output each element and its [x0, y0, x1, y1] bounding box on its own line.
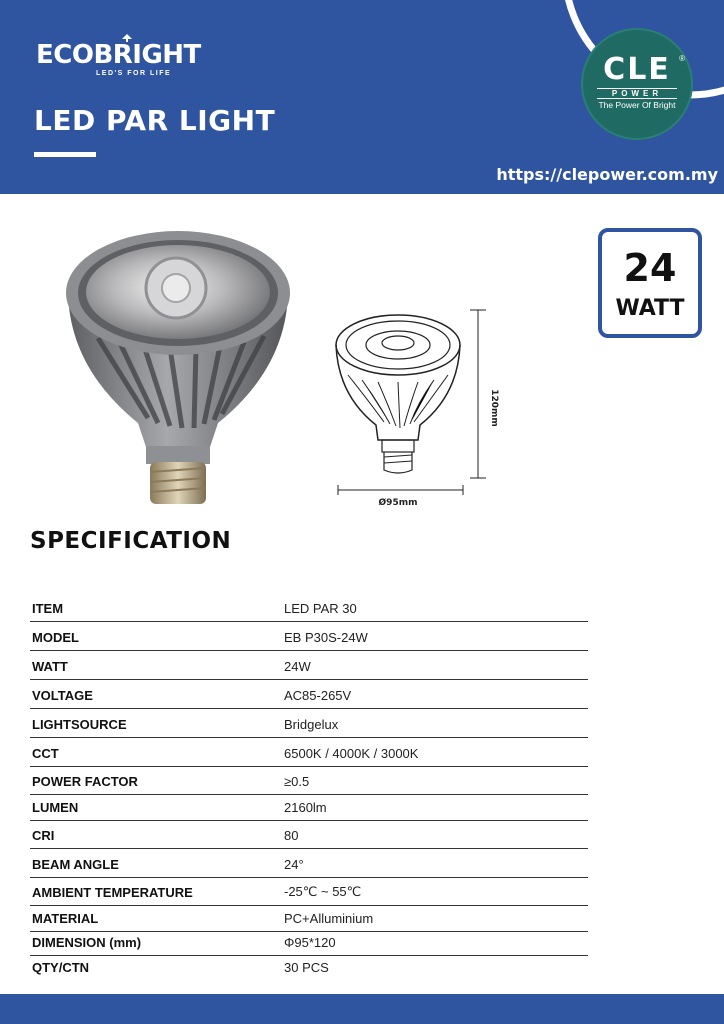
spec-value: -25℃ ~ 55℃ [284, 884, 362, 899]
registered-mark: ® [679, 54, 685, 63]
spec-value: PC+Alluminium [284, 911, 374, 926]
dimension-drawing [318, 290, 508, 520]
spec-label: VOLTAGE [32, 688, 93, 703]
spec-label: CCT [32, 746, 59, 761]
spec-row [30, 622, 588, 651]
cle-logo-text: CLE [603, 52, 671, 87]
specification-heading: SPECIFICATION [30, 528, 232, 554]
spec-label: POWER FACTOR [32, 774, 138, 789]
spec-value: Φ95*120 [284, 935, 336, 950]
brand-tagline: LED'S FOR LIFE [96, 70, 172, 77]
brand-logo: ECOBRIGHT [36, 40, 201, 70]
diameter-dimension-label: Ø95mm [378, 498, 418, 508]
header-banner [0, 0, 724, 194]
spec-row [30, 906, 588, 932]
height-dimension-label: 120mm [489, 389, 499, 427]
spec-row [30, 821, 588, 849]
spec-value: 24W [284, 659, 311, 674]
spec-label: LUMEN [32, 800, 79, 815]
spec-value: 6500K / 4000K / 3000K [284, 746, 419, 761]
spec-value: LED PAR 30 [284, 601, 357, 616]
spec-row [30, 932, 588, 956]
spec-label: MATERIAL [32, 911, 99, 926]
spec-row [30, 849, 588, 878]
spec-row [30, 594, 588, 622]
spec-label: ITEM [32, 601, 64, 616]
cle-slogan: The Power Of Bright [598, 100, 676, 110]
footer-bar [0, 994, 724, 1024]
spec-label: CRI [32, 828, 55, 843]
wattage-number: 24 [623, 246, 677, 290]
spec-value: 2160lm [284, 800, 327, 815]
spec-value: 24° [284, 857, 304, 872]
spec-label: BEAM ANGLE [32, 857, 119, 872]
product-photo [58, 218, 298, 518]
wattage-unit: WATT [615, 296, 685, 321]
spec-value: EB P30S-24W [284, 630, 368, 645]
spec-label: DIMENSION (mm) [32, 935, 142, 950]
title-underline [34, 152, 96, 157]
spec-label: MODEL [32, 630, 79, 645]
spec-value: AC85-265V [284, 688, 352, 703]
spec-row [30, 651, 588, 680]
spec-label: QTY/CTN [32, 960, 90, 975]
spec-row [30, 709, 588, 738]
spec-row [30, 738, 588, 767]
spec-row [30, 795, 588, 821]
page-title: LED PAR LIGHT [34, 104, 276, 137]
cle-logo-subtext: POWER [597, 88, 677, 99]
wattage-badge [598, 228, 702, 338]
spec-value: 30 PCS [284, 960, 329, 975]
website-link[interactable]: https://clepower.com.my [496, 165, 718, 184]
specification-table [30, 594, 588, 980]
spec-value: ≥0.5 [284, 774, 310, 789]
spec-value: 80 [284, 828, 299, 843]
spec-label: LIGHTSOURCE [32, 717, 127, 732]
spec-row [30, 767, 588, 795]
spec-row [30, 878, 588, 906]
spec-label: AMBIENT TEMPERATURE [32, 885, 193, 900]
spec-value: Bridgelux [284, 717, 339, 732]
cle-power-logo [583, 30, 691, 138]
spec-row [30, 680, 588, 709]
spec-row [30, 956, 588, 980]
spec-label: WATT [32, 659, 68, 674]
